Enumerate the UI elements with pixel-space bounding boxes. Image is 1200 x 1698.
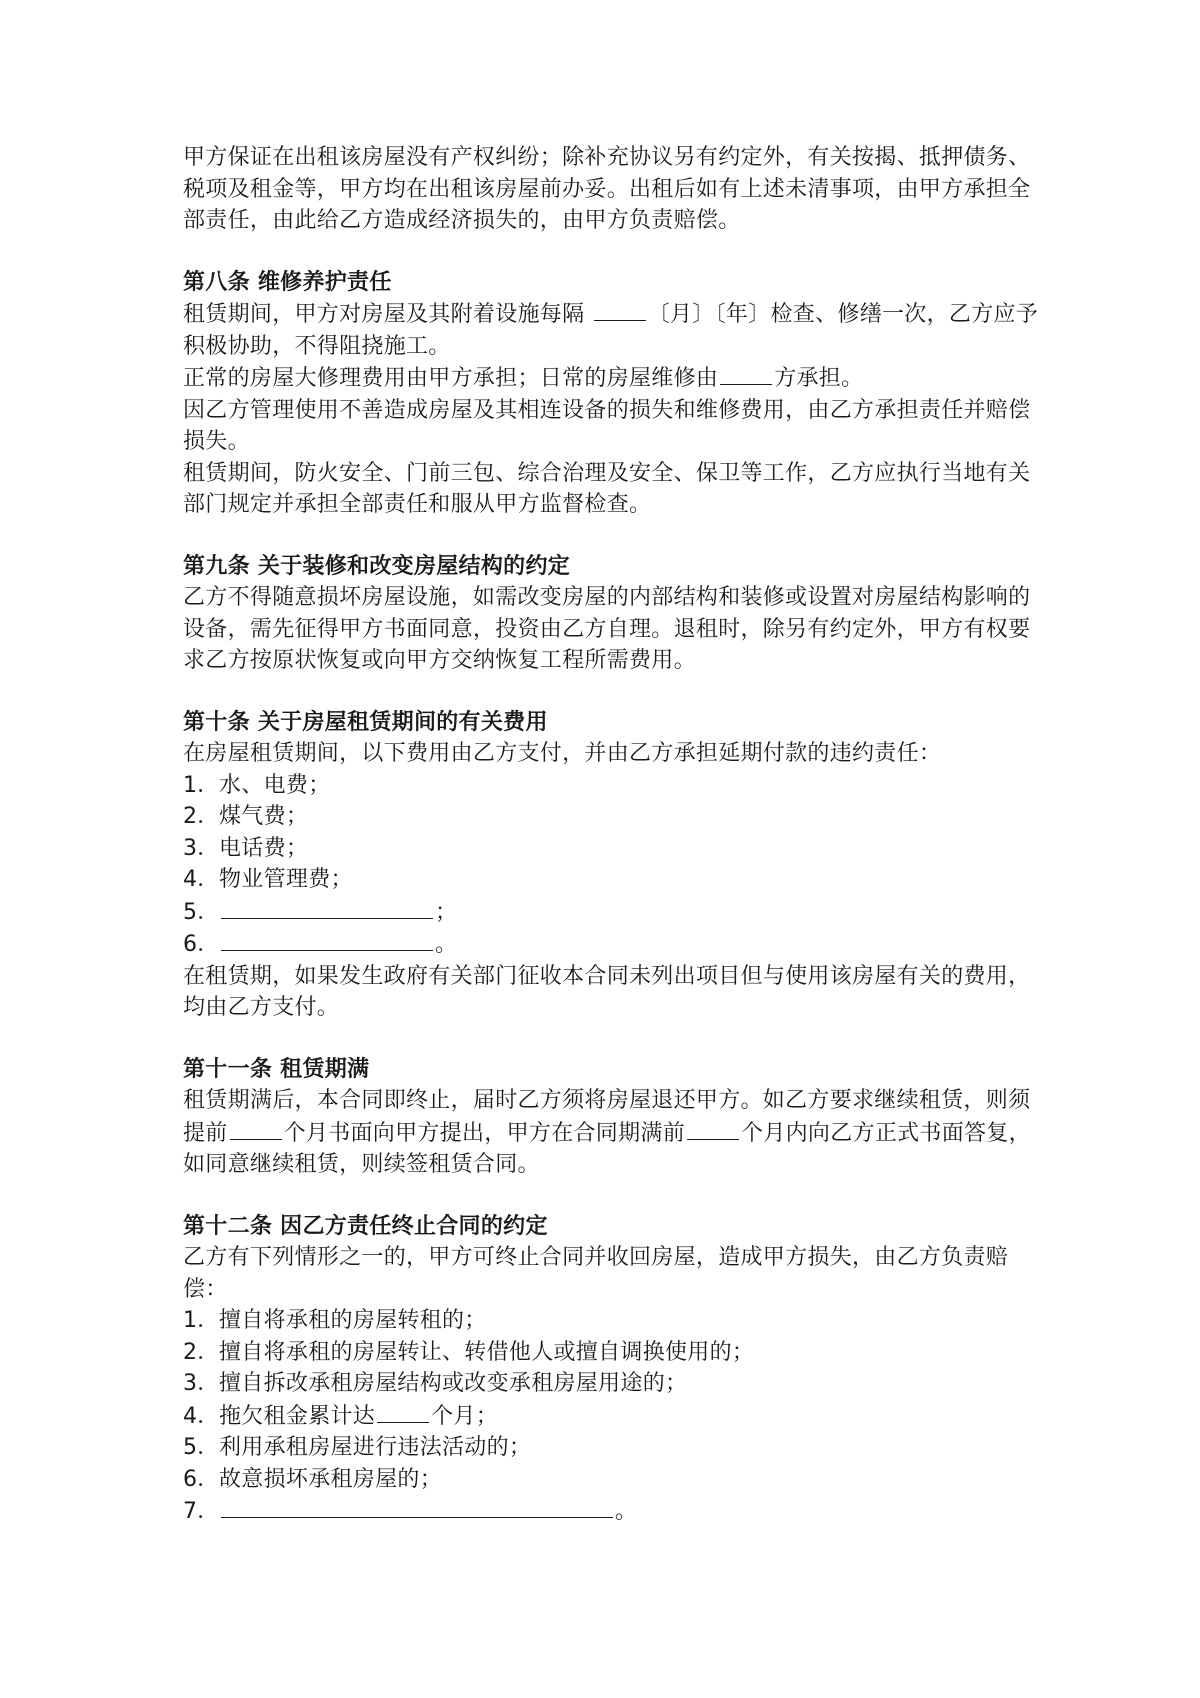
list-number: 3． (183, 835, 220, 861)
blank-field (377, 1400, 429, 1423)
list-item (183, 864, 1043, 896)
list-item (183, 1495, 1043, 1528)
blank-field (594, 298, 646, 321)
list-text: 拖欠租金累计达 (219, 1403, 376, 1429)
article-8-heading: 第八条 维修养护责任 (183, 269, 392, 295)
blank-field (720, 362, 772, 385)
list-text: 利用承租房屋进行违法活动的； (219, 1435, 532, 1460)
article-12-heading: 第十二条 因乙方责任终止合同的约定 (183, 1213, 548, 1239)
text-fragment: 正常的房屋大修理费用由甲方承担；日常的房屋维修由 (183, 366, 719, 391)
list-text: 擅自拆改承租房屋结构或改变承租房屋用途的； (219, 1371, 688, 1396)
list-item (183, 928, 1043, 961)
article-8-paragraph-3: 因乙方管理使用不善造成房屋及其相连设备的损失和维修费用，由乙方承担责任并赔偿损失。 (183, 397, 1031, 454)
text-fragment: 租赁期间，甲方对房屋及其附着设施每隔 (183, 302, 592, 327)
list-number: 2． (183, 804, 220, 829)
list-item (183, 801, 1043, 833)
article-9 (183, 551, 1043, 677)
list-text: 擅自将承租的房屋转租的； (219, 1308, 487, 1333)
article-12-intro: 乙方有下列情形之一的，甲方可终止合同并收回房屋，造成甲方损失，由乙方负责赔偿： (183, 1245, 1009, 1302)
list-number: 6． (183, 1466, 220, 1492)
list-text: 电话费； (219, 835, 309, 861)
text-fragment: 租赁期满后，本合同即终止，届时乙方须将房屋退还甲方。如乙方要求继续租赁，则须提前 (183, 1088, 1031, 1146)
article-10-outro: 在租赁期，如果发生政府有关部门征收本合同未列出项目但与使用该房屋有关的费用，均由乙方支付。 (183, 963, 1031, 1020)
blank-field (221, 1495, 613, 1518)
list-item (183, 896, 1043, 929)
list-text: 物业管理费； (219, 867, 353, 892)
list-number: 4． (183, 1403, 220, 1429)
list-number: 5． (183, 899, 220, 925)
list-item (183, 1305, 1043, 1337)
list-text: 水、电费； (219, 772, 331, 798)
list-number: 6． (183, 932, 220, 957)
text-fragment: 个月内向乙方正式书面答复，如同意继续租赁，则续签租赁合同。 (183, 1120, 1031, 1177)
text-fragment: 方承担。 (774, 366, 864, 391)
blank-field (230, 1117, 282, 1140)
list-text: ； (435, 899, 458, 925)
article-10-intro: 在房屋租赁期间，以下费用由乙方支付，并由乙方承担延期付款的违约责任： (183, 741, 942, 766)
intro-paragraph: 甲方保证在出租该房屋没有产权纠纷；除补充协议另有约定外，有关按揭、抵押债务、税项及租金等，甲方均在出租该房屋前办妥。出租后如有上述未清事项，由甲方承担全部责任，由此给乙方造成经济损失的，由甲方负责赔偿。 (183, 145, 1031, 233)
list-item (183, 1337, 1043, 1369)
article-8-paragraph-1 (183, 298, 1043, 362)
list-number: 4． (183, 867, 220, 892)
text-fragment: 个月书面向甲方提出，甲方在合同期满前 (283, 1120, 686, 1146)
article-11 (183, 1054, 1043, 1181)
list-item (183, 1400, 1043, 1433)
list-text: 。 (435, 932, 458, 957)
list-number: 1． (183, 772, 220, 798)
list-text: 故意损坏承租房屋的； (219, 1466, 443, 1492)
article-8-paragraph-4: 租赁期间，防火安全、门前三包、综合治理及安全、保卫等工作，乙方应执行当地有关部门规定并承担全部责任和服从甲方监督检查。 (183, 460, 1031, 517)
list-number: 5． (183, 1435, 220, 1460)
article-9-paragraph-1: 乙方不得随意损坏房屋设施，如需改变房屋的内部结构和装修或设置对房屋结构影响的设备，需先征得甲方书面同意，投资由乙方自理。退租时，除另有约定外，甲方有权要求乙方按原状恢复或向甲方交纳恢复工程所需费用。 (183, 585, 1031, 673)
list-number: 1． (183, 1308, 220, 1333)
list-text: 擅自将承租的房屋转让、转借他人或擅自调换使用的； (219, 1339, 755, 1365)
list-item (183, 1464, 1043, 1496)
list-number: 3． (183, 1371, 220, 1396)
list-item (183, 1368, 1043, 1400)
list-item (183, 770, 1043, 802)
document-body (183, 142, 1043, 1528)
list-text: 煤气费； (219, 804, 309, 829)
text-fragment: 〔月〕〔年〕检查、修缮一次，乙方应予积极协助，不得阻挠施工。 (183, 302, 1039, 359)
article-10 (183, 707, 1043, 1024)
blank-field (221, 928, 433, 951)
article-10-heading: 第十条 关于房屋租赁期间的有关费用 (183, 709, 548, 735)
article-11-paragraph-1 (183, 1085, 1043, 1181)
blank-field (221, 896, 433, 919)
article-12 (183, 1211, 1043, 1528)
blank-field (687, 1117, 739, 1140)
list-item (183, 1432, 1043, 1464)
article-9-heading: 第九条 关于装修和改变房屋结构的约定 (183, 553, 571, 579)
article-11-heading: 第十一条 租赁期满 (183, 1056, 370, 1082)
list-number: 7． (183, 1499, 220, 1524)
list-item (183, 833, 1043, 865)
list-number: 2． (183, 1339, 220, 1365)
article-8 (183, 267, 1043, 521)
list-text: 个月； (431, 1403, 499, 1429)
article-8-paragraph-2 (183, 362, 1043, 395)
list-text: 。 (615, 1499, 638, 1524)
